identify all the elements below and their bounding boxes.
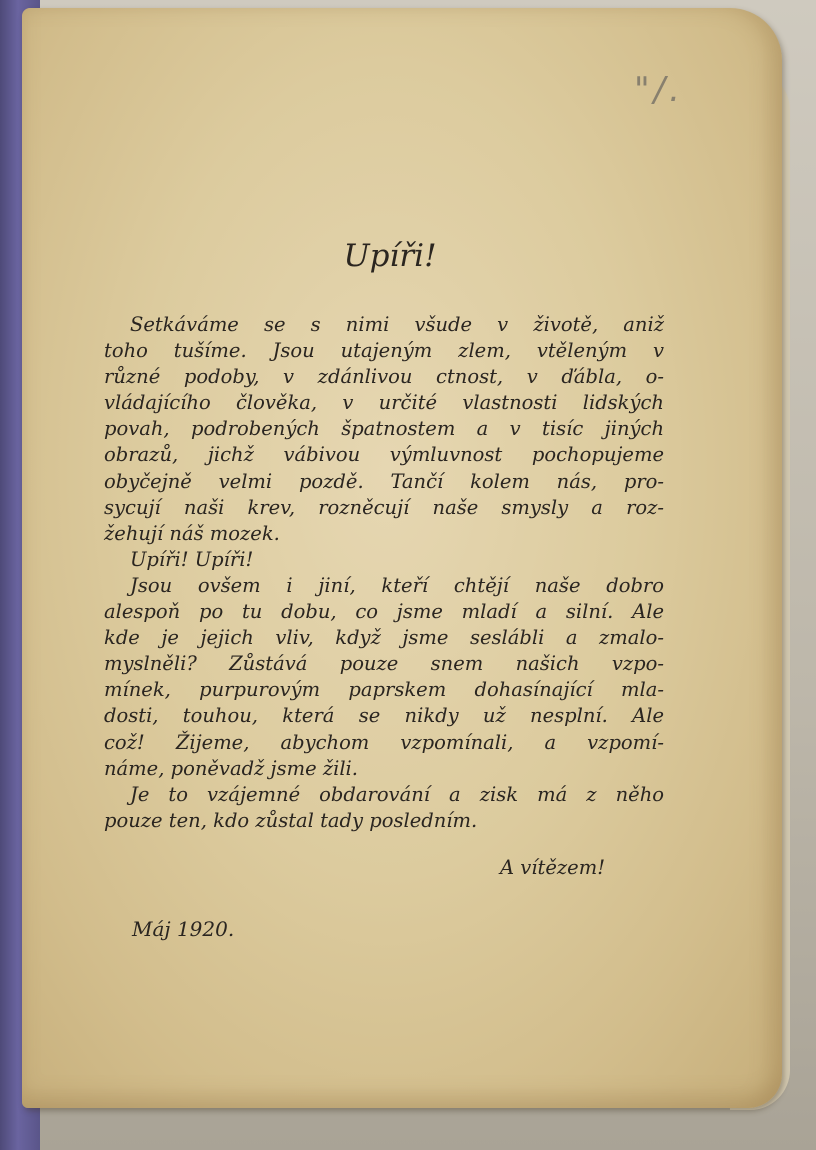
text-line: Je to vzájemné obdarování a zisk má z něho [130, 782, 664, 806]
text-line: sycují naši krev, rozněcují naše smysly a roz- [104, 495, 664, 519]
text-line: povah, podrobených špatnostem a v tisíc jiných [104, 417, 664, 441]
text-line: Setkáváme se s nimi všude v životě, aniž [130, 313, 664, 336]
text-line: obyčejně velmi pozdě. Tančí kolem nás, pro- [104, 469, 664, 493]
text-line: pouze ten, kdo zůstal tady posledním. [104, 808, 478, 832]
exclamation-line: Upíři! Upíři! [130, 547, 254, 571]
text-line: Jsou ovšem i jiní, kteří chtějí naše dobro [130, 573, 664, 597]
text-line: obrazů, jichž vábivou výmluvnost pochopujeme [104, 443, 664, 467]
text-line: mínek, purpurovým paprskem dohasínající mla- [104, 678, 664, 702]
text-line: žehují náš mozek. [104, 521, 280, 545]
text-line: dosti, touhou, která se nikdy už nesplní. Ale [104, 704, 664, 728]
text-line: toho tušíme. Jsou utajeným zlem, vtěleným v [104, 339, 664, 363]
text-line: různé podoby, v zdánlivou ctnost, v ďábla, o- [104, 365, 664, 389]
text-line: náme, poněvadž jsme žili. [104, 756, 358, 780]
text-line: kde je jejich vliv, když jsme seslábli a zmalo- [104, 626, 664, 650]
text-line: alespoň po tu dobu, co jsme mladí a silní. Ale [104, 600, 664, 624]
text-line: myslněli? Zůstává pouze snem našich vzpo- [104, 652, 664, 676]
page-title: Upíři! [343, 238, 437, 274]
text-line: což! Žijeme, abychom vzpomínali, a vzpomí- [104, 730, 664, 754]
pencil-mark: "/. [634, 70, 684, 110]
date-line: Máj 1920. [132, 917, 235, 941]
text-line: vládajícího člověka, v určité vlastnosti lidských [104, 391, 664, 415]
closing-line: A vítězem! [500, 856, 606, 879]
body-text [104, 312, 664, 834]
